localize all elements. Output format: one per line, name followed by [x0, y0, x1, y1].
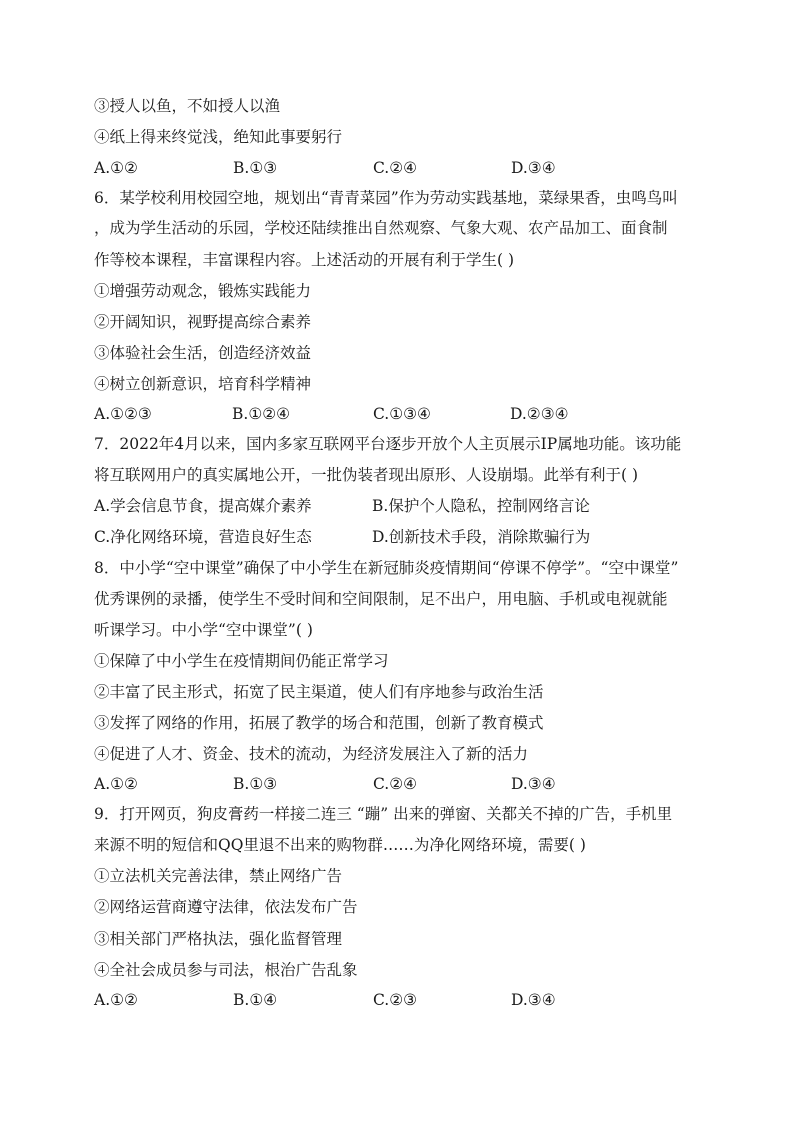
q6-option-d[interactable]: D.②③④: [510, 405, 569, 423]
q8-item-3: ③发挥了网络的作用，拓展了教学的场合和范围，创新了教育模式: [94, 714, 544, 732]
q9-options: [94, 990, 714, 1010]
q7-stem-line-2: 将互联网用户的真实属地公开，一批伪装者现出原形、人设崩塌。此举有利于( ): [94, 466, 639, 484]
q7-option-a[interactable]: A.学会信息节食，提高媒介素养: [94, 497, 312, 515]
q5-option-a[interactable]: A.①②: [94, 159, 138, 177]
q8-options: [94, 774, 714, 794]
q6-stem-line-2: ，成为学生活动的乐园，学校还陆续推出自然观察、气象大观、农产品加工、面食制: [94, 219, 668, 237]
q8-stem-line-2: 优秀课例的录播，使学生不受时间和空间限制，足不出户，用电脑、手机或电视就能: [94, 590, 668, 608]
q9-item-3: ③相关部门严格执法，强化监督管理: [94, 930, 343, 948]
q6-options: [94, 404, 714, 424]
q5-option-c[interactable]: C.②④: [373, 159, 418, 177]
q6-stem-line-1: 6．某学校利用校园空地，规划出“青青菜园”作为劳动实践基地，菜绿果香，虫鸣鸟叫: [94, 189, 678, 207]
q6-item-4: ④树立创新意识，培育科学精神: [94, 375, 312, 393]
q6-item-2: ②开阔知识，视野提高综合素养: [94, 313, 312, 331]
q6-option-c[interactable]: C.①③④: [373, 405, 431, 423]
q5-item-3: ③授人以鱼，不如授人以渔: [94, 97, 281, 115]
q7-options-row-2: [94, 527, 714, 547]
q8-item-4: ④促进了人才、资金、技术的流动，为经济发展注入了新的活力: [94, 745, 529, 763]
q8-option-a[interactable]: A.①②: [94, 775, 138, 793]
q6-option-a[interactable]: A.①②③: [94, 405, 152, 423]
q6-option-b[interactable]: B.①②④: [232, 405, 291, 423]
q9-item-4: ④全社会成员参与司法，根治广告乱象: [94, 961, 358, 979]
q7-option-d[interactable]: D.创新技术手段，消除欺骗行为: [372, 528, 591, 546]
q5-option-d[interactable]: D.③④: [511, 159, 556, 177]
q8-option-c[interactable]: C.②④: [373, 775, 418, 793]
q8-item-2: ②丰富了民主形式，拓宽了民主渠道，使人们有序地参与政治生活: [94, 683, 544, 701]
q8-stem-line-1: 8．中小学“空中课堂”确保了中小学生在新冠肺炎疫情期间“停课不停学”。“空中课堂”: [94, 559, 679, 577]
q9-option-b[interactable]: B.①④: [233, 991, 278, 1009]
q7-stem-line-1: 7．2022年4月以来，国内多家互联网平台逐步开放个人主页展示IP属地功能。该功能: [94, 435, 682, 453]
q5-item-4: ④纸上得来终觉浅，绝知此事要躬行: [94, 128, 343, 146]
q5-options: [94, 158, 714, 178]
q9-item-1: ①立法机关完善法律，禁止网络广告: [94, 867, 343, 885]
q5-option-b[interactable]: B.①③: [233, 159, 278, 177]
q7-option-b[interactable]: B.保护个人隐私，控制网络言论: [372, 497, 590, 515]
q8-stem-line-3: 听课学习。中小学“空中课堂”( ): [94, 621, 313, 639]
q7-option-c[interactable]: C.净化网络环境，营造良好生态: [94, 528, 312, 546]
q7-options-row-1: [94, 496, 714, 516]
q6-item-3: ③体验社会生活，创造经济效益: [94, 344, 312, 362]
q9-item-2: ②网络运营商遵守法律，依法发布广告: [94, 898, 358, 916]
q9-option-a[interactable]: A.①②: [94, 991, 138, 1009]
q9-option-c[interactable]: C.②③: [373, 991, 418, 1009]
q6-item-1: ①增强劳动观念，锻炼实践能力: [94, 282, 312, 300]
q8-option-b[interactable]: B.①③: [233, 775, 278, 793]
q9-option-d[interactable]: D.③④: [511, 991, 556, 1009]
q9-stem-line-1: 9．打开网页，狗皮膏药一样接二连三 “蹦” 出来的弹窗、关都关不掉的广告，手机里: [94, 805, 673, 823]
q6-stem-line-3: 作等校本课程，丰富课程内容。上述活动的开展有利于学生( ): [94, 251, 515, 269]
q9-stem-line-2: 来源不明的短信和QQ里退不出来的购物群……为净化网络环境，需要( ): [94, 836, 586, 854]
q8-option-d[interactable]: D.③④: [511, 775, 556, 793]
q8-item-1: ①保障了中小学生在疫情期间仍能正常学习: [94, 652, 389, 670]
